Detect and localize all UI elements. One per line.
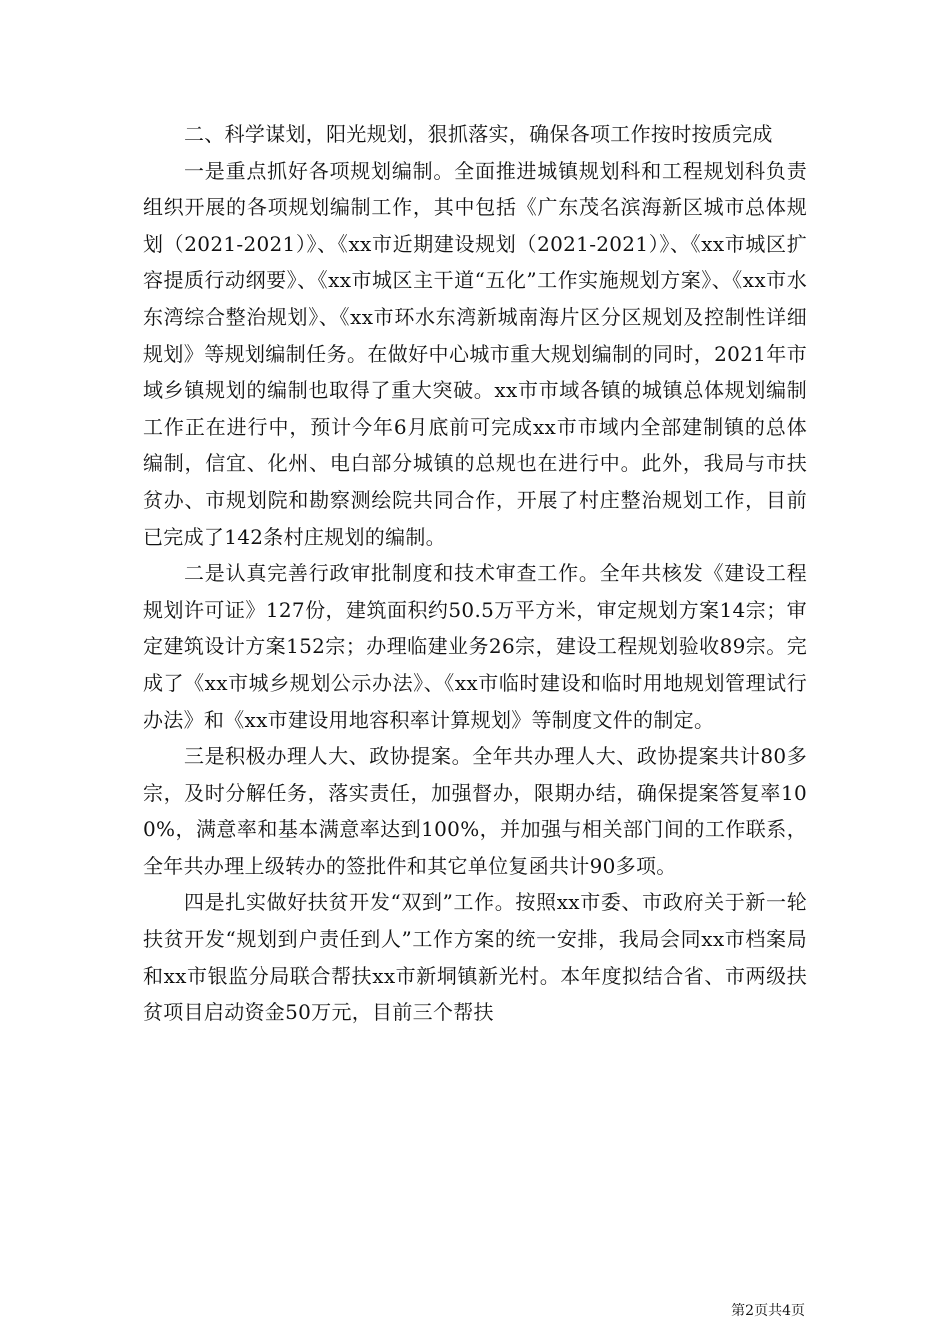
page-number: 第2页共4页 [731,1303,805,1319]
document-body [143,116,807,1031]
paragraph-approval: 二是认真完善行政审批制度和技术审查工作。全年共核发《建设工程规划许可证》127份，建筑面积约50.5万平方米，审定规划方案14宗；审定建筑设计方案152宗；办理临建业务26宗，建设工程规划验收89宗。完成了《xx市城乡规划公示办法》、《xx市临时建设和临时用地规划管理试行办法》和《xx市建设用地容积率计算规划》等制度文件的制定。 [143,561,807,732]
section-heading: 二、科学谋划，阳光规划，狠抓落实，确保各项工作按时按质完成 [184,122,773,146]
paragraph-planning: 一是重点抓好各项规划编制。全面推进城镇规划科和工程规划科负责组织开展的各项规划编制工作，其中包括《广东茂名滨海新区城市总体规划（2021-2021）》、《xx市近期建设规划（2021-2021）》、《xx市城区扩容提质行动纲要》、《xx市城区主干道“五化”工作实施规划方案》、《xx市水东湾综合整治规划》、《xx市环水东湾新城南海片区分区规划及控制性详细规划》等规划编制任务。在做好中心城市重大规划编制的同时，2021年市域乡镇规划的编制也取得了重大突破。xx市市域各镇的城镇总体规划编制工作正在进行中，预计今年6月底前可完成xx市市域内全部建制镇的总体编制，信宜、化州、电白部分城镇的总规也在进行中。此外，我局与市扶贫办、市规划院和勘察测绘院共同合作，开展了村庄整治规划工作，目前已完成了142条村庄规划的编制。 [143,158,807,549]
paragraph-poverty-alleviation: 四是扎实做好扶贫开发“双到”工作。按照xx市委、市政府关于新一轮扶贫开发“规划到户责任到人”工作方案的统一安排，我局会同xx市档案局和xx市银监分局联合帮扶xx市新垌镇新光村。本年度拟结合省、市两级扶贫项目启动资金50万元，目前三个帮扶 [143,890,807,1025]
paragraph-proposals: 三是积极办理人大、政协提案。全年共办理人大、政协提案共计80多宗，及时分解任务，落实责任，加强督办，限期办结，确保提案答复率100%，满意率和基本满意率达到100%，并加强与相关部门间的工作联系，全年共办理上级转办的签批件和其它单位复函共计90多项。 [143,744,807,878]
